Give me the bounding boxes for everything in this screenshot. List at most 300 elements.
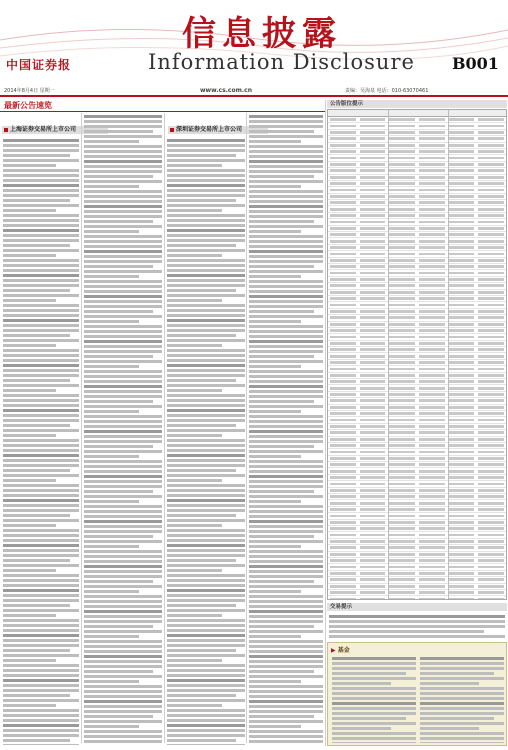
website-link[interactable]: www.cs.com.cn [200, 87, 252, 94]
text-line [3, 264, 79, 267]
text-line [84, 455, 139, 458]
text-line [84, 220, 153, 223]
table-cell [360, 259, 386, 262]
text-line [249, 515, 323, 518]
text-line [3, 339, 79, 342]
text-line [84, 540, 162, 543]
table-cell [389, 157, 415, 160]
text-line [167, 209, 222, 212]
text-line [249, 630, 323, 633]
text-line [249, 295, 323, 298]
text-line [3, 689, 79, 692]
text-line [420, 727, 479, 730]
text-line [3, 394, 79, 397]
text-line [329, 635, 505, 638]
table-cell [360, 438, 386, 441]
table-cell [478, 515, 504, 518]
text-line [249, 290, 323, 293]
table-cell [419, 425, 445, 428]
table-cell [389, 118, 415, 121]
text-line [332, 732, 416, 735]
table-cell [449, 157, 475, 160]
text-line [167, 304, 245, 307]
table-cell [360, 208, 386, 211]
table-cell [360, 272, 386, 275]
text-line [3, 174, 79, 177]
text-line [3, 589, 79, 592]
table-cell [389, 399, 415, 402]
text-line [3, 314, 79, 317]
table-cell [478, 470, 504, 473]
table-cell [478, 534, 504, 537]
table-cell [360, 195, 386, 198]
text-line [167, 589, 245, 592]
table-cell [330, 393, 356, 396]
table-cell [389, 131, 415, 134]
text-line [249, 385, 323, 388]
table-cell [360, 118, 386, 121]
text-line [84, 415, 162, 418]
text-line [84, 120, 162, 123]
table-cell [419, 553, 445, 556]
table-cell [330, 265, 356, 268]
table-cell [478, 182, 504, 185]
text-line [249, 160, 323, 163]
text-line [167, 319, 245, 322]
table-cell [419, 150, 445, 153]
table-cell [419, 336, 445, 339]
table-cell [449, 419, 475, 422]
table-cell [449, 540, 475, 543]
table-cell [419, 483, 445, 486]
text-line [167, 669, 245, 672]
text-line [420, 712, 504, 715]
table-cell [449, 559, 475, 562]
text-line [167, 459, 245, 462]
table-cell [419, 457, 445, 460]
table-cell [389, 265, 415, 268]
text-line [3, 459, 79, 462]
table-cell [330, 118, 356, 121]
table-cell [389, 227, 415, 230]
table-cell [360, 598, 386, 600]
text-line [167, 739, 236, 742]
table-cell [419, 348, 445, 351]
text-line [249, 660, 323, 663]
text-line [84, 730, 162, 733]
text-line [84, 400, 153, 403]
text-line [84, 385, 162, 388]
table-cell [478, 476, 504, 479]
table-cell [478, 221, 504, 224]
header-divider [0, 95, 508, 97]
table-cell [449, 387, 475, 390]
table-cell [478, 438, 504, 441]
text-line [167, 374, 245, 377]
text-line [167, 694, 236, 697]
table-cell [330, 463, 356, 466]
table-cell [330, 431, 356, 434]
text-line [249, 730, 323, 733]
text-line [167, 464, 245, 467]
text-line [3, 369, 79, 372]
text-line [3, 404, 79, 407]
table-cell [389, 214, 415, 217]
text-line [3, 319, 79, 322]
text-line [167, 524, 222, 527]
table-cell [330, 348, 356, 351]
table-cell [389, 457, 415, 460]
text-line [84, 615, 162, 618]
table-cell [330, 380, 356, 383]
text-line [167, 599, 245, 602]
text-line [167, 704, 222, 707]
text-line [3, 734, 79, 737]
table-cell [478, 502, 504, 505]
table-cell [478, 323, 504, 326]
text-line [3, 414, 79, 417]
text-line [3, 159, 79, 162]
table-cell [419, 272, 445, 275]
text-line [332, 672, 406, 675]
text-line [3, 519, 79, 522]
table-cell [360, 253, 386, 256]
table-cell [360, 419, 386, 422]
text-line [167, 314, 245, 317]
table-cell [478, 572, 504, 575]
text-line [84, 515, 162, 518]
text-line [3, 244, 70, 247]
table-cell [360, 553, 386, 556]
text-line [3, 629, 79, 632]
table-cell [389, 470, 415, 473]
table-cell [330, 240, 356, 243]
table-cell [389, 272, 415, 275]
text-line [167, 139, 245, 142]
table-cell [419, 380, 445, 383]
text-line [249, 210, 323, 213]
table-cell [449, 131, 475, 134]
table-cell [449, 221, 475, 224]
text-line [84, 260, 162, 263]
text-line [167, 639, 245, 642]
text-line [3, 199, 70, 202]
text-line [3, 409, 79, 412]
table-cell [330, 559, 356, 562]
text-line [84, 190, 162, 193]
table-cell [360, 585, 386, 588]
text-line [167, 539, 245, 542]
table-cell [389, 553, 415, 556]
text-line [3, 549, 79, 552]
table-cell [449, 189, 475, 192]
text-line [167, 574, 245, 577]
text-line [3, 669, 79, 672]
table-cell [360, 578, 386, 581]
table-cell [360, 393, 386, 396]
table-cell [330, 508, 356, 511]
text-line [249, 345, 323, 348]
text-line [167, 499, 245, 502]
table-cell [389, 380, 415, 383]
text-line [167, 224, 245, 227]
table-cell [419, 323, 445, 326]
table-divider [388, 110, 389, 599]
table-cell [330, 419, 356, 422]
table-cell [449, 265, 475, 268]
table-cell [330, 534, 356, 537]
table-cell [330, 438, 356, 441]
text-line [84, 240, 162, 243]
text-line [84, 245, 162, 248]
table-cell [478, 214, 504, 217]
table-cell [360, 546, 386, 549]
table-cell [330, 457, 356, 460]
table-cell [330, 355, 356, 358]
table-cell [330, 221, 356, 224]
text-line [3, 469, 70, 472]
text-line [420, 732, 504, 735]
table-cell [449, 495, 475, 498]
text-line [84, 200, 162, 203]
table-cell [389, 169, 415, 172]
text-line [249, 255, 323, 258]
text-line [167, 644, 245, 647]
table-cell [449, 329, 475, 332]
table-cell [478, 240, 504, 243]
text-line [249, 530, 323, 533]
table-cell [360, 157, 386, 160]
table-cell [478, 316, 504, 319]
table-cell [419, 578, 445, 581]
text-line [167, 424, 236, 427]
table-cell [478, 246, 504, 249]
table-cell [330, 572, 356, 575]
table-cell [360, 240, 386, 243]
text-line [84, 545, 139, 548]
table-cell [419, 419, 445, 422]
table-cell [419, 297, 445, 300]
table-cell [330, 208, 356, 211]
table-cell [449, 534, 475, 537]
text-line [3, 554, 79, 557]
text-line [84, 725, 139, 728]
text-line [84, 740, 162, 743]
table-cell [478, 131, 504, 134]
table-cell [389, 189, 415, 192]
table-cell [478, 393, 504, 396]
table-cell [449, 457, 475, 460]
text-line [3, 379, 70, 382]
text-line [167, 664, 245, 667]
text-line [84, 145, 162, 148]
table-cell [449, 208, 475, 211]
text-line [167, 169, 245, 172]
text-line [420, 662, 504, 665]
table-cell [449, 502, 475, 505]
table-cell [389, 208, 415, 211]
table-cell [419, 476, 445, 479]
table-cell [449, 527, 475, 530]
text-line [167, 309, 245, 312]
table-cell [360, 470, 386, 473]
text-line [167, 144, 245, 147]
table-cell [449, 150, 475, 153]
table-cell [330, 591, 356, 594]
text-line [167, 684, 245, 687]
text-line [420, 737, 504, 740]
text-line [84, 500, 139, 503]
table-cell [419, 208, 445, 211]
text-line [84, 595, 162, 598]
text-line [3, 239, 79, 242]
text-line [167, 154, 236, 157]
text-line [84, 215, 162, 218]
table-cell [478, 361, 504, 364]
table-cell [330, 169, 356, 172]
table-cell [330, 233, 356, 236]
table-cell [360, 412, 386, 415]
text-line [249, 180, 323, 183]
table-cell [419, 598, 445, 600]
text-line [167, 679, 245, 682]
text-line [84, 160, 162, 163]
table-cell [360, 566, 386, 569]
table-cell [330, 412, 356, 415]
table-cell [330, 483, 356, 486]
text-line [329, 625, 505, 628]
text-line [84, 700, 162, 703]
table-cell [389, 521, 415, 524]
table-cell [330, 361, 356, 364]
text-line [84, 465, 162, 468]
table-cell [419, 527, 445, 530]
text-line [84, 505, 162, 508]
text-line [420, 657, 504, 660]
table-cell [449, 201, 475, 204]
text-line [3, 484, 79, 487]
text-line [167, 564, 245, 567]
text-line [84, 655, 162, 658]
table-cell [478, 150, 504, 153]
text-line [84, 560, 162, 563]
text-line [3, 274, 79, 277]
table-cell [330, 527, 356, 530]
table-cell [389, 451, 415, 454]
text-line [249, 380, 323, 383]
text-line [249, 175, 314, 178]
text-line [167, 534, 245, 537]
text-line [249, 580, 314, 583]
table-cell [478, 451, 504, 454]
article-column-3 [167, 137, 245, 745]
table-cell [478, 483, 504, 486]
text-line [167, 659, 222, 662]
text-line [332, 662, 416, 665]
text-line [84, 265, 153, 268]
text-line [84, 340, 162, 343]
text-line [3, 164, 56, 167]
table-cell [419, 534, 445, 537]
text-line [249, 250, 323, 253]
table-cell [330, 195, 356, 198]
text-line [3, 154, 70, 157]
text-line [3, 739, 70, 742]
table-cell [389, 297, 415, 300]
text-line [167, 469, 236, 472]
table-cell [478, 253, 504, 256]
text-line [3, 744, 79, 745]
text-line [249, 585, 323, 588]
table-cell [478, 598, 504, 600]
table-cell [389, 137, 415, 140]
table-cell [419, 399, 445, 402]
table-cell [360, 284, 386, 287]
table-cell [389, 163, 415, 166]
masthead [0, 0, 508, 86]
text-line [3, 324, 79, 327]
text-line [332, 687, 416, 690]
table-cell [419, 495, 445, 498]
table-cell [419, 125, 445, 128]
text-line [3, 559, 70, 562]
table-cell [419, 163, 445, 166]
text-line [249, 490, 314, 493]
table-cell [419, 195, 445, 198]
text-line [84, 640, 162, 643]
text-line [3, 384, 79, 387]
text-line [3, 614, 56, 617]
text-line [3, 354, 79, 357]
text-line [84, 485, 162, 488]
text-line [167, 654, 245, 657]
table-cell [419, 253, 445, 256]
text-line [249, 170, 323, 173]
table-cell [478, 291, 504, 294]
table-cell [419, 572, 445, 575]
text-line [84, 510, 162, 513]
column-rule [246, 113, 247, 743]
text-line [3, 284, 79, 287]
table-cell [478, 125, 504, 128]
table-cell [478, 368, 504, 371]
table-cell [449, 342, 475, 345]
issue-date: 2014年8月4日 星期一 [4, 88, 55, 94]
table-cell [360, 291, 386, 294]
text-line [167, 244, 236, 247]
text-line [3, 684, 79, 687]
table-cell [449, 585, 475, 588]
table-cell [449, 214, 475, 217]
table-cell [389, 578, 415, 581]
table-cell [330, 284, 356, 287]
text-line [3, 499, 79, 502]
table-cell [449, 348, 475, 351]
table-cell [419, 502, 445, 505]
text-line [3, 539, 79, 542]
table-cell [360, 131, 386, 134]
table-cell [330, 253, 356, 256]
text-line [249, 465, 323, 468]
table-cell [360, 540, 386, 543]
text-line [249, 205, 323, 208]
table-cell [360, 521, 386, 524]
text-line [420, 697, 504, 700]
table-cell [360, 163, 386, 166]
text-line [249, 685, 323, 688]
text-line [3, 494, 79, 497]
text-line [84, 395, 162, 398]
